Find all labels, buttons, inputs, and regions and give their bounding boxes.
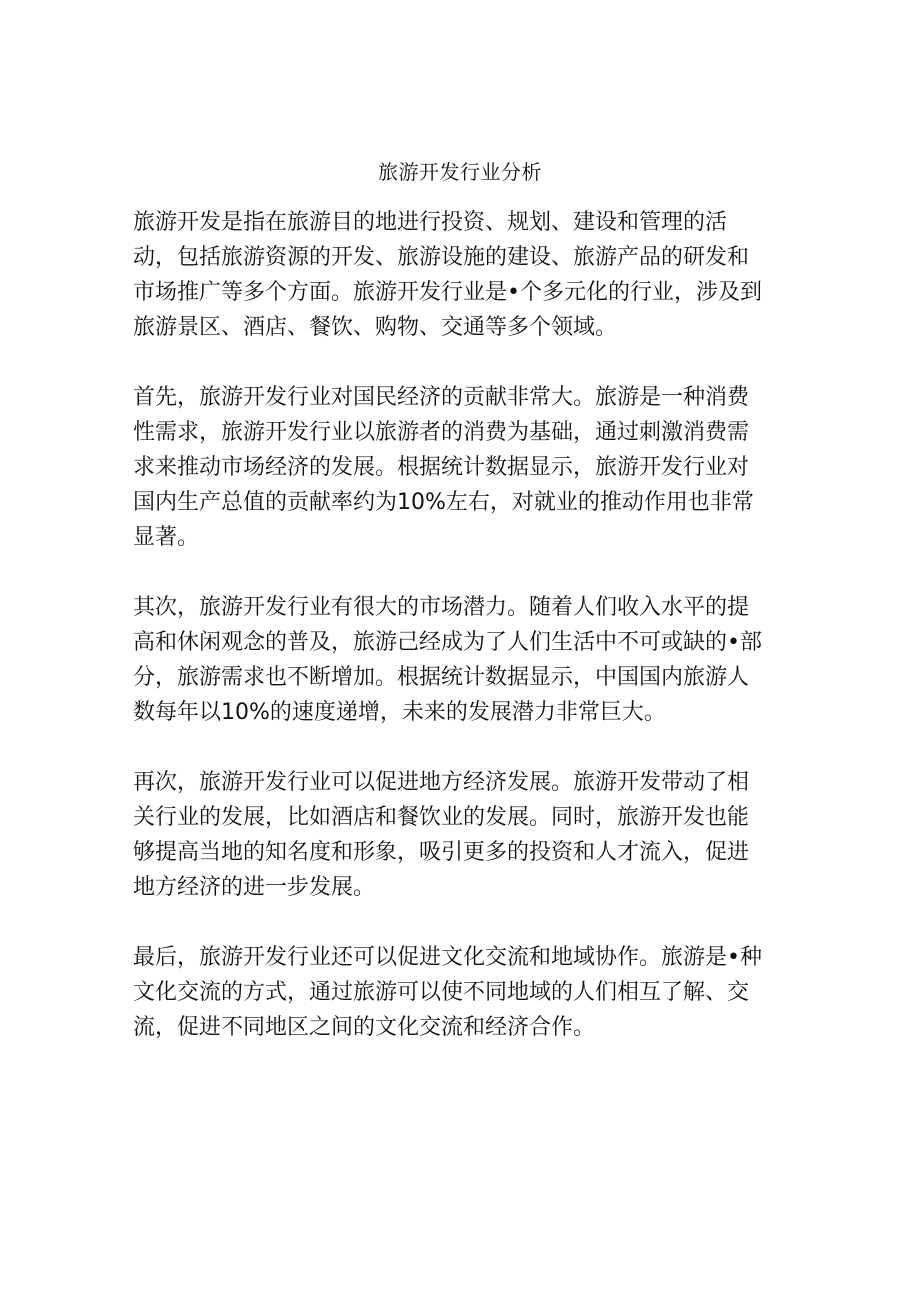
text-line: 动，包括旅游资源的开发、旅游设施的建设、旅游产品的研发和 (133, 245, 750, 270)
text-line: 再次，旅游开发行业可以促进地方经济发展。旅游开发带动了相 (133, 770, 750, 795)
text-line: 文化交流的方式，通过旅游可以使不同地域的人们相互了解、交 (133, 980, 750, 1005)
text-line: 其次，旅游开发行业有很大的市场潜力。随着人们收入水平的提 (133, 595, 750, 620)
document-title: 旅游开发行业分析 (378, 160, 542, 184)
text-line: 首先，旅游开发行业对国民经济的贡献非常大。旅游是一种消费 (133, 385, 750, 410)
paragraph-first (133, 380, 788, 555)
text-line: 够提高当地的知名度和形象，吸引更多的投资和人才流入，促进 (133, 840, 750, 865)
text-line: 关行业的发展，比如酒店和餐饮业的发展。同时，旅游开发也能 (133, 805, 750, 830)
text-line: 数每年以10%的速度递增，未来的发展潜力非常巨大。 (133, 700, 666, 725)
text-line: 显著。 (133, 525, 200, 550)
text-line: 国内生产总值的贡献率约为10%左右，对就业的推动作用也非常 (133, 490, 754, 515)
text-line: 市场推广等多个方面。旅游开发行业是•个多元化的行业，涉及到 (133, 280, 762, 305)
paragraph-third (133, 765, 788, 905)
paragraph-last (133, 940, 788, 1045)
text-line: 旅游开发是指在旅游目的地进行投资、规划、建设和管理的活 (133, 210, 728, 235)
text-line: 地方经济的进一步发展。 (133, 875, 376, 900)
text-line: 旅游景区、酒店、餐饮、购物、交通等多个领域。 (133, 315, 618, 340)
text-line: 高和休闲观念的普及，旅游己经成为了人们生活中不可或缺的•部 (133, 630, 762, 655)
text-line: 求来推动市场经济的发展。根据统计数据显示，旅游开发行业对 (133, 455, 750, 480)
text-line: 流，促进不同地区之间的文化交流和经济合作。 (133, 1015, 596, 1040)
paragraph-second (133, 590, 788, 730)
text-line: 分，旅游需求也不断增加。根据统计数据显示，中国国内旅游人 (133, 665, 750, 690)
paragraph-intro (133, 205, 788, 345)
text-line: 最后，旅游开发行业还可以促进文化交流和地域协作。旅游是•种 (133, 945, 762, 970)
text-line: 性需求，旅游开发行业以旅游者的消费为基础，通过刺激消费需 (133, 420, 750, 445)
